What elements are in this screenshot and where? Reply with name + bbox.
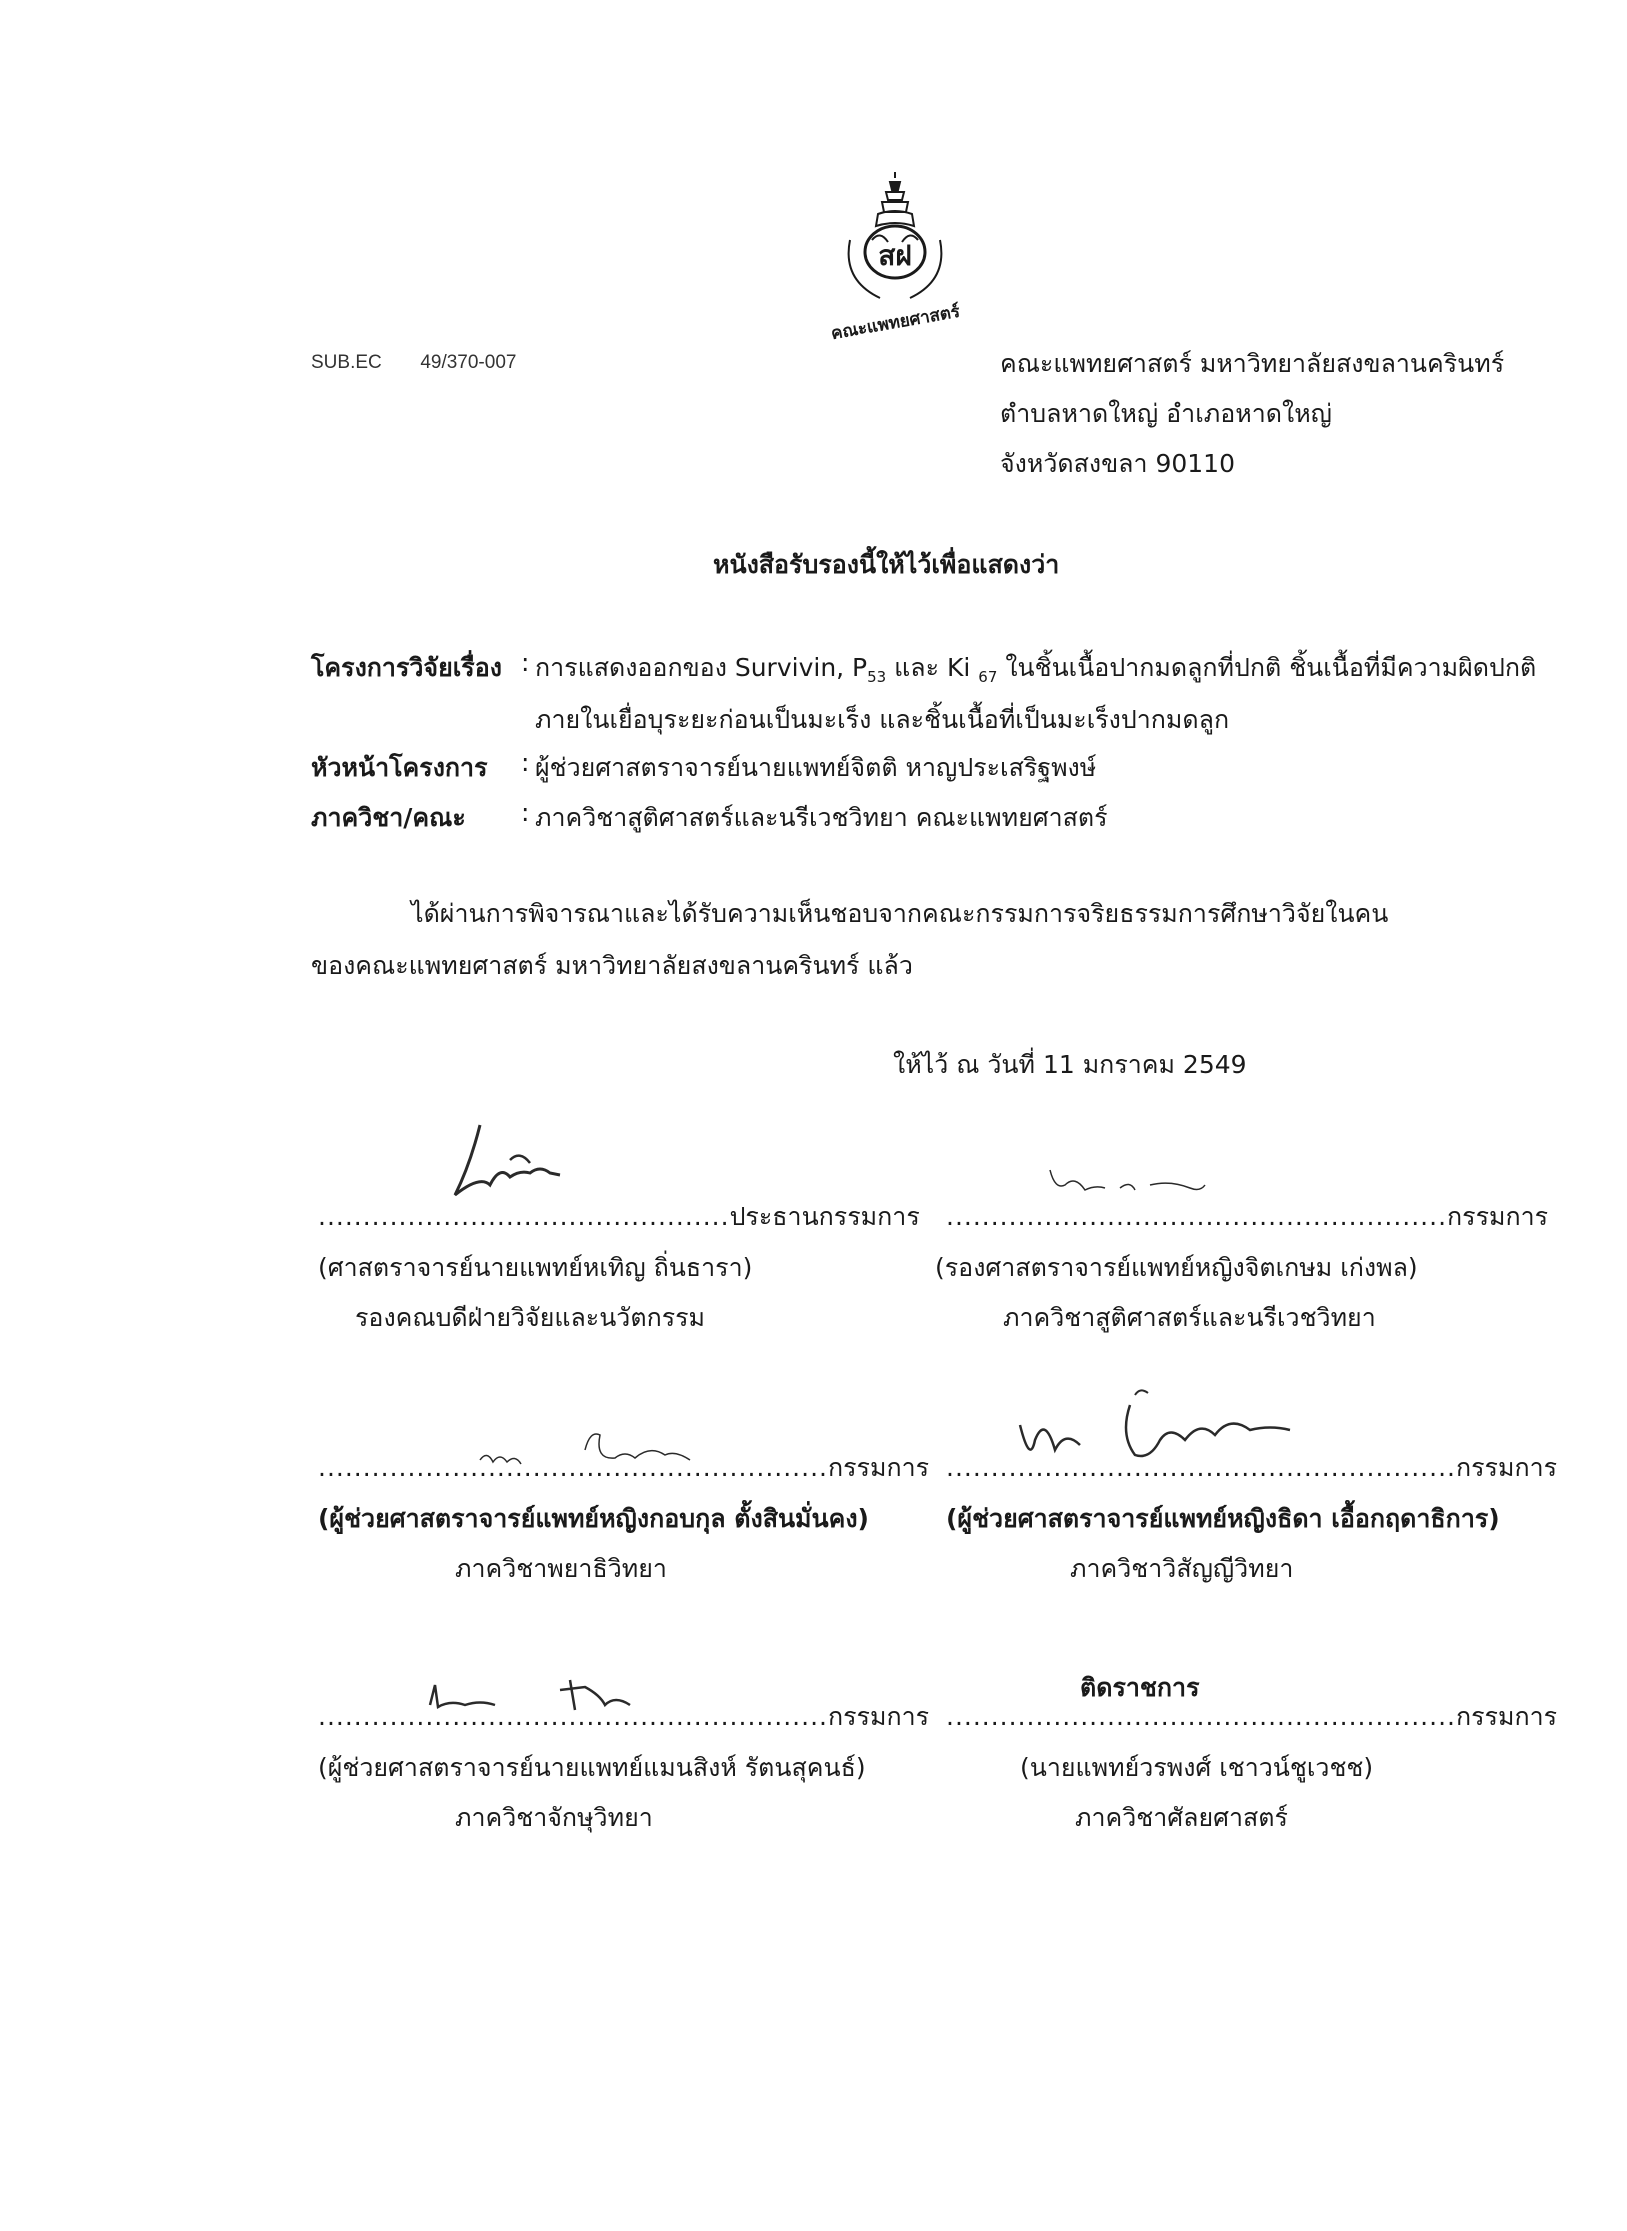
p53-subscript: 53 [867, 668, 887, 686]
handwritten-signature-icon [450, 1115, 570, 1205]
signatory-name-committee-6: (นายแพทย์วรพงศ์ เชาวน์ชูเวชช) [1020, 1753, 1374, 1782]
signatory-role: ประธานกรรมการ [729, 1202, 920, 1231]
address-line-2: ตำบลหาดใหญ่ อำเภอหาดใหญ่ [1000, 399, 1332, 428]
ref-number: 49/370-007 [420, 352, 517, 373]
signatory-role: กรรมการ [827, 1453, 930, 1482]
head-colon: : [521, 748, 530, 777]
signatory-line-committee-4 [946, 1448, 1557, 1488]
signatory-role: กรรมการ [1455, 1702, 1558, 1731]
signatory-name-committee-5: (ผู้ช่วยศาสตราจารย์นายแพทย์แมนสิงห์ รัตนสุคนธ์) [318, 1753, 866, 1782]
dept-label: ภาควิชา/คณะ [311, 803, 466, 832]
signatory-position-committee-5: ภาควิชาจักษุวิทยา [455, 1803, 653, 1832]
address-line-3: จังหวัดสงขลา 90110 [1000, 449, 1235, 478]
seal-arc-text: คณะแพทยศาสตร์ [829, 301, 962, 340]
signature-dots: .............................................. [318, 1202, 730, 1231]
signature-chairman [450, 1115, 570, 1209]
signatory-name-committee-4: (ผู้ช่วยศาสตราจารย์แพทย์หญิงธิดา เอื้อกฤดาธิการ) [946, 1504, 1500, 1533]
signatory-name-committee-2: (รองศาสตราจารย์แพทย์หญิงจิตเกษม เก่งพล) [935, 1253, 1418, 1282]
ref-prefix: SUB.EC [311, 352, 382, 373]
signatory-line-committee-6 [946, 1697, 1557, 1737]
project-title-line-2: ภายในเยื่อบุระยะก่อนเป็นมะเร็ง และชิ้นเนื้อที่เป็นมะเร็งปากมดลูก [535, 705, 1230, 734]
away-on-duty-note: ติดราชการ [1080, 1673, 1200, 1702]
faculty-seal [820, 170, 970, 340]
certificate-heading: หนังสือรับรองนี้ให้ไว้เพื่อแสดงว่า [713, 550, 1060, 579]
signatory-line-chairman [318, 1197, 920, 1237]
signatory-role: กรรมการ [1447, 1202, 1549, 1231]
project-colon: : [521, 648, 530, 677]
issue-date: ให้ไว้ ณ วันที่ 11 มกราคม 2549 [893, 1050, 1247, 1079]
address-line-1: คณะแพทยศาสตร์ มหาวิทยาลัยสงขลานครินทร์ [1000, 349, 1505, 378]
project-title-part3: ในชิ้นเนื้อปากมดลูกที่ปกติ ชิ้นเนื้อที่มีความผิดปกติ [997, 653, 1537, 682]
svg-text:สฝ: สฝ [878, 239, 912, 272]
dept-value: ภาควิชาสูติศาสตร์และนรีเวชวิทยา คณะแพทยศาสตร์ [535, 803, 1108, 832]
head-value: ผู้ช่วยศาสตราจารย์นายแพทย์จิตติ หาญประเสริฐพงษ์ [535, 753, 1097, 782]
signatory-position-committee-3: ภาควิชาพยาธิวิทยา [455, 1554, 667, 1583]
signature-dots: ......................................................... [318, 1453, 828, 1482]
project-title-line-1 [535, 648, 1536, 688]
project-title-part1: การแสดงออกของ Survivin, P [535, 653, 868, 682]
signature-dots: ......................................................... [946, 1702, 1456, 1731]
approval-line-1: ได้ผ่านการพิจารณาและได้รับความเห็นชอบจากคณะกรรมการจริยธรรมการศึกษาวิจัยในคน [411, 899, 1389, 928]
signatory-position-committee-6: ภาควิชาศัลยศาสตร์ [1075, 1803, 1288, 1832]
project-title-part2: และ Ki [886, 653, 979, 682]
signatory-position-committee-4: ภาควิชาวิสัญญีวิทยา [1070, 1554, 1294, 1583]
signatory-role: กรรมการ [827, 1702, 930, 1731]
dept-colon: : [521, 798, 530, 827]
approval-line-2: ของคณะแพทยศาสตร์ มหาวิทยาลัยสงขลานครินทร์ แล้ว [311, 951, 913, 980]
signature-dots: ........................................................ [946, 1202, 1448, 1231]
signatory-name-chairman: (ศาสตราจารย์นายแพทย์หเทิญ ถิ่นธารา) [318, 1253, 753, 1282]
signatory-position-chairman: รองคณบดีฝ่ายวิจัยและนวัตกรรม [355, 1303, 706, 1332]
psu-medicine-seal-icon [820, 170, 970, 340]
head-label: หัวหน้าโครงการ [311, 753, 488, 782]
ki67-subscript: 67 [978, 668, 998, 686]
project-label: โครงการวิจัยเรื่อง [311, 653, 502, 682]
signatory-line-committee-3 [318, 1448, 929, 1488]
signatory-line-committee-5 [318, 1697, 929, 1737]
signature-dots: ......................................................... [946, 1453, 1456, 1482]
signatory-role: กรรมการ [1455, 1453, 1558, 1482]
signatory-name-committee-3: (ผู้ช่วยศาสตราจารย์แพทย์หญิงกอบกุล ตั้งสินมั่นคง) [318, 1504, 869, 1533]
reference-code [311, 352, 516, 374]
signatory-position-committee-2: ภาควิชาสูติศาสตร์และนรีเวชวิทยา [1003, 1303, 1376, 1332]
signature-dots: ......................................................... [318, 1702, 828, 1731]
signatory-line-committee-2 [946, 1197, 1548, 1237]
